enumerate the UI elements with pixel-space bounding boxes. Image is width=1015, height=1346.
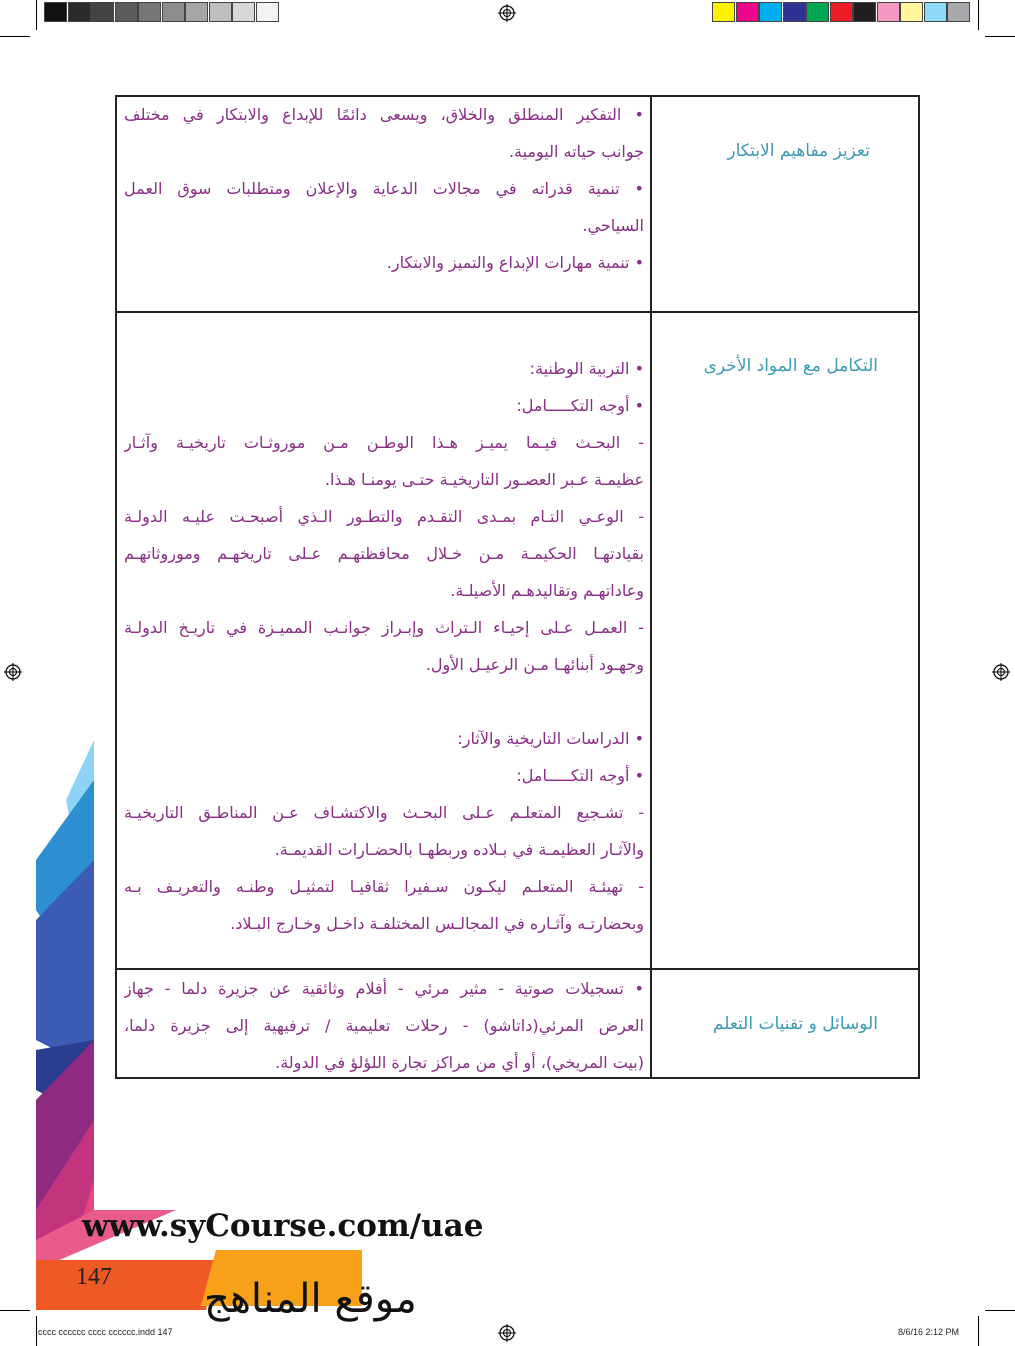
slug-file-info: cccc cccccc cccc cccccc.indd 147 (38, 1327, 173, 1337)
color-swatch (924, 2, 947, 22)
gray-swatch (91, 2, 114, 22)
content-line: جوانب حياته اليومية. (508, 142, 644, 161)
gray-swatch (115, 2, 138, 22)
content-line: وجهـود أبنائهـا مـن الرعيـل الأول. (425, 655, 644, 674)
crop-mark (36, 0, 37, 30)
gray-swatch (185, 2, 208, 22)
registration-mark-icon (992, 663, 1010, 681)
color-swatch (947, 2, 970, 22)
content-line: - تهيئـة المتعلـم ليكـون سـفيرا ثقافيـا لتمثيـل وطنـه والتعريـف بـه (124, 877, 644, 896)
content-line: السياحي. (582, 216, 644, 235)
color-swatch (830, 2, 853, 22)
color-swatch (712, 2, 735, 22)
color-swatch (806, 2, 829, 22)
gray-swatch (68, 2, 91, 22)
registration-mark-icon (498, 4, 516, 22)
brand-arabic-text: موقع المناهج (204, 1276, 417, 1322)
registration-mark-icon (498, 1324, 516, 1342)
footer-url[interactable]: www.syCourse.com/uae (82, 1208, 484, 1244)
column-divider (650, 95, 652, 1079)
color-swatch (877, 2, 900, 22)
content-line: - الوعـي التـام بمـدى التقـدم والتطـور الـذي أصبحـت عليـه الدولـة (124, 507, 644, 526)
content-line: • تنمية قدراته في مجالات الدعاية والإعلان ومتطلبات سوق العمل (124, 179, 644, 198)
content-line: وبحضارتـه وآثـاره في المجالـس المختلفـة داخـل وخـارج البـلاد. (230, 914, 644, 933)
content-line: (بيت المريخي)، أو أي من مراكز تجارة اللؤلؤ في الدولة. (275, 1053, 644, 1072)
gray-swatch (138, 2, 161, 22)
content-line: - البحـث فيـما يميـز هـذا الوطـن مـن موروثـات تاريخيـة وآثـار (124, 433, 644, 452)
row-label-innovation: تعزيز مفاهيم الابتكار (727, 141, 870, 161)
slug-date-time: 8/6/16 2:12 PM (898, 1327, 960, 1337)
content-line: • التربية الوطنية: (529, 359, 644, 378)
color-swatch (783, 2, 806, 22)
row-content-innovation (124, 96, 644, 281)
gray-swatch (44, 2, 67, 22)
registration-mark-icon (4, 663, 22, 681)
content-line: - العمـل عـلى إحيـاء الـتراث وإبـراز جوانـب المميـزة في تاريـخ الدولـة (124, 618, 644, 637)
content-line: • التفكير المنطلق والخلاق، ويسعى دائمًا للإبداع والابتكار في مختلف (124, 105, 644, 124)
content-line: • الدراسات التاريخية والآثار: (457, 729, 644, 748)
crop-mark (0, 36, 30, 37)
content-line: • تنمية مهارات الإبداع والتميز والابتكار. (386, 253, 644, 272)
gray-swatch (209, 2, 232, 22)
page-number: 147 (76, 1264, 112, 1290)
content-line: - تشـجيع المتعلـم عـلى البحـث والاكتشـاف عـن المناطـق التاريخيـة (124, 803, 644, 822)
row-label-integration: التكامل مع المواد الأخرى (703, 356, 878, 376)
content-line: العرض المرئي(داتاشو) - رحلات تعليمية / ترفيهية إلى جزيرة دلما، (124, 1016, 644, 1035)
content-line: • تسجيلات صوتية - مثير مرئي - أفلام وثائقية عن جزيرة دلما - جهاز (124, 979, 644, 998)
content-line: • أوجه التكـــــامل: (516, 766, 644, 785)
color-swatch (759, 2, 782, 22)
crop-mark (978, 1316, 979, 1346)
color-swatch (900, 2, 923, 22)
gray-swatch (232, 2, 255, 22)
content-line: والآثـار العظيمـة في بـلاده وربطهـا بالحضـارات القديمـة. (274, 840, 644, 859)
gray-swatch (256, 2, 279, 22)
row-divider (115, 311, 920, 313)
row-content-integration (124, 350, 644, 942)
color-swatch (853, 2, 876, 22)
color-swatch (736, 2, 759, 22)
crop-mark (0, 1310, 30, 1311)
content-line (124, 683, 644, 720)
crop-mark (978, 0, 979, 30)
content-line: عظيمـة عـبر العصـور التاريخيـة حتـى يومنـا هـذا. (324, 470, 644, 489)
content-line: وعاداتهـم وتقاليدهـم الأصيلـة. (450, 581, 644, 600)
content-line: • أوجه التكـــــامل: (516, 396, 644, 415)
row-label-learning-tools: الوسائل و تقنيات التعلم (712, 1014, 878, 1034)
content-line: بقيادتهـا الحكيمـة مـن خـلال محافظتهـم عـلى تاريخهـم وموروثاتهـم (124, 544, 644, 563)
gray-swatch (162, 2, 185, 22)
crop-mark (985, 1310, 1015, 1311)
crop-mark (985, 36, 1015, 37)
crop-mark (36, 1316, 37, 1346)
row-content-learning-tools (124, 970, 644, 1081)
